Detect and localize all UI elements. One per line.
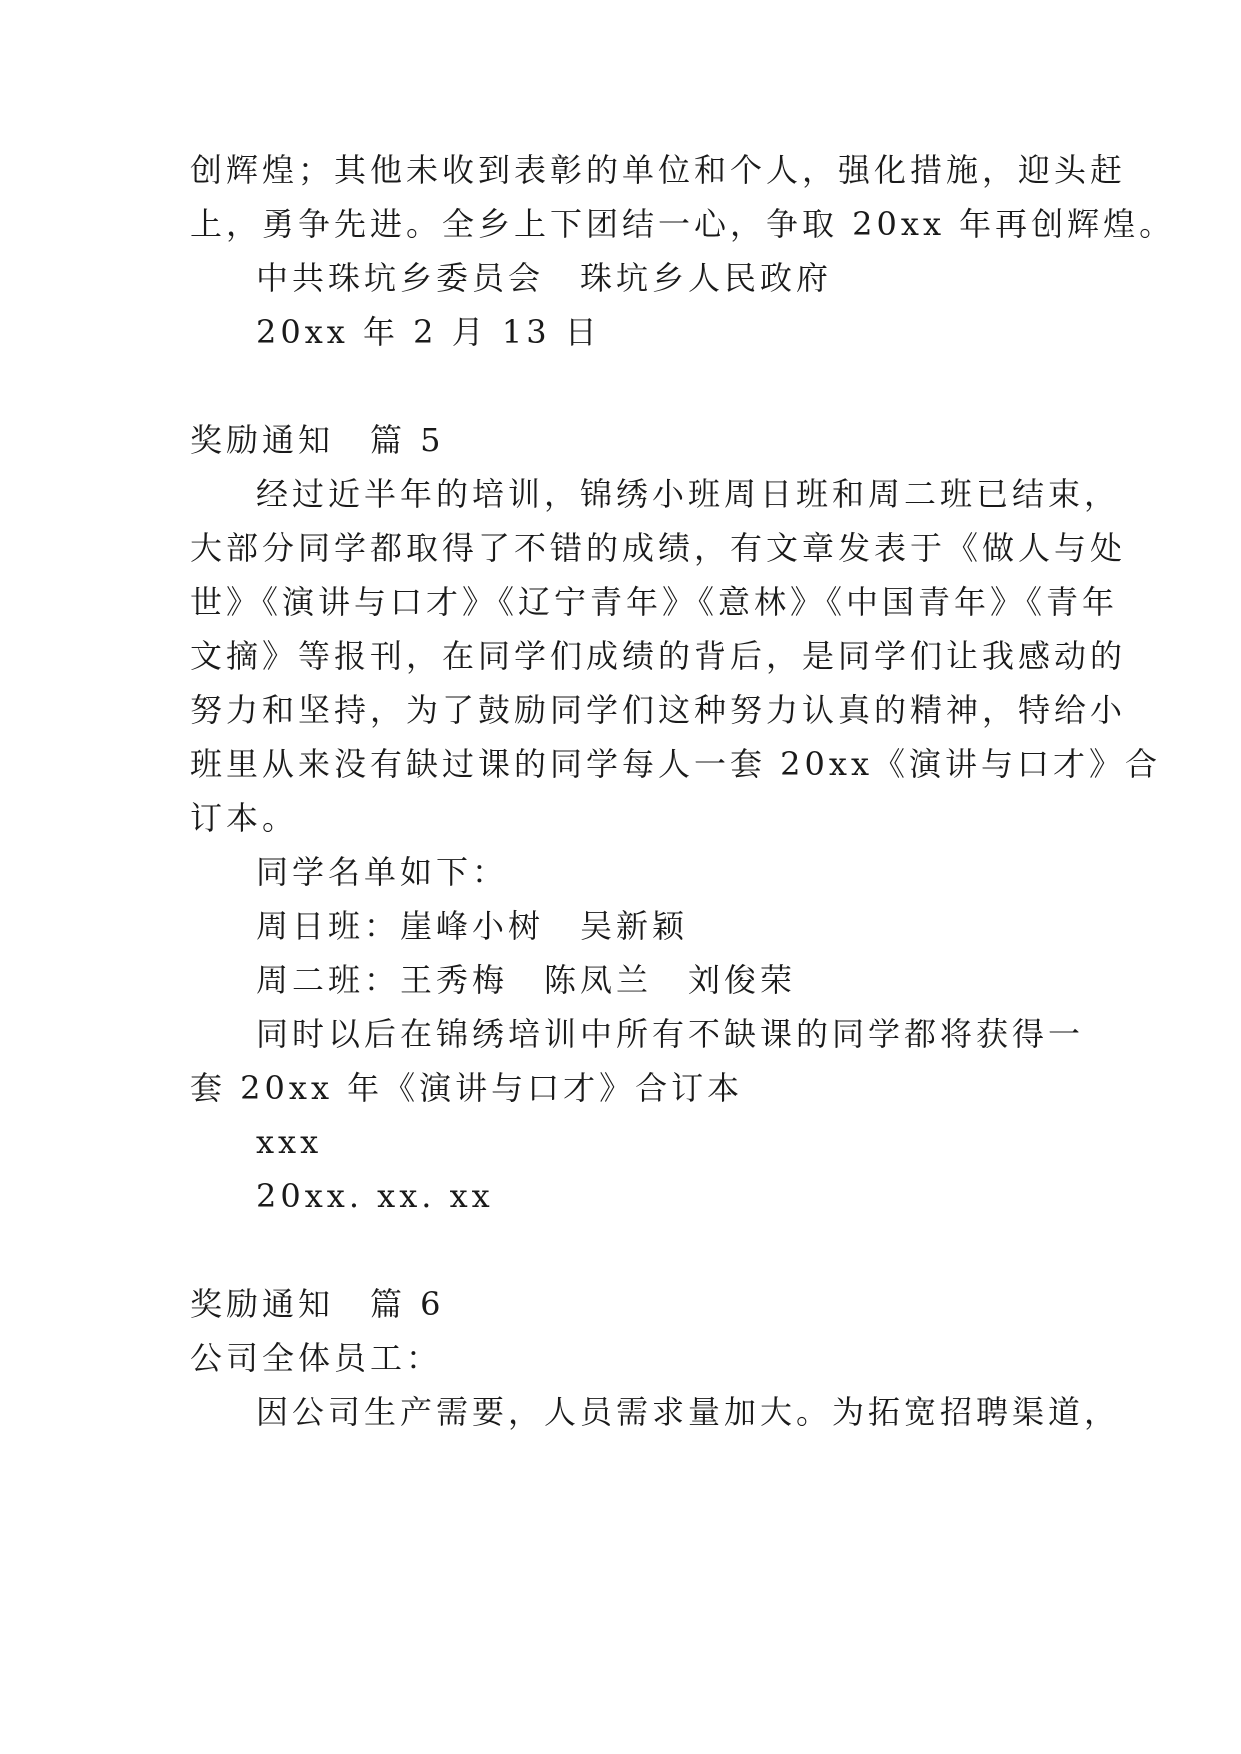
body-text-line: 套 20xx 年《演讲与口才》合订本 [190, 1069, 744, 1107]
section-heading: 奖励通知 篇 6 [190, 1285, 445, 1323]
date-line: 20xx 年 2 月 13 日 [256, 313, 601, 351]
body-text-line: 经过近半年的培训，锦绣小班周日班和周二班已结束， [256, 475, 1121, 513]
body-text-line: 同时以后在锦绣培训中所有不缺课的同学都将获得一 [256, 1015, 1085, 1053]
signer-line: xxx [256, 1123, 323, 1161]
body-text-line: 大部分同学都取得了不错的成绩，有文章发表于《做人与处 [190, 529, 1127, 567]
list-intro: 同学名单如下： [256, 853, 509, 891]
body-text-line: 努力和坚持，为了鼓励同学们这种努力认真的精神，特给小 [190, 691, 1127, 729]
body-text-line: 上，勇争先进。全乡上下团结一心，争取 20xx 年再创辉煌。 [190, 205, 1176, 243]
date-line: 20xx. xx. xx [256, 1177, 494, 1215]
salutation-line: 公司全体员工： [190, 1339, 443, 1377]
body-text-line: 世》《演讲与口才》《辽宁青年》《意林》《中国青年》《青年 [190, 583, 1119, 621]
list-item-tuesday-class: 周二班：王秀梅 陈凤兰 刘俊荣 [256, 961, 797, 999]
body-text-line: 订本。 [190, 799, 299, 837]
body-text-line: 因公司生产需要，人员需求量加大。为拓宽招聘渠道， [256, 1393, 1121, 1431]
body-text-line: 文摘》等报刊，在同学们成绩的背后，是同学们让我感动的 [190, 637, 1127, 675]
section-heading: 奖励通知 篇 5 [190, 421, 445, 459]
body-text-line: 班里从来没有缺过课的同学每人一套 20xx《演讲与口才》合 [190, 745, 1161, 783]
signature-line: 中共珠坑乡委员会 珠坑乡人民政府 [256, 259, 833, 297]
list-item-sunday-class: 周日班：崖峰小树 吴新颖 [256, 907, 689, 945]
body-text-line: 创辉煌；其他未收到表彰的单位和个人，强化措施，迎头赶 [190, 151, 1127, 189]
